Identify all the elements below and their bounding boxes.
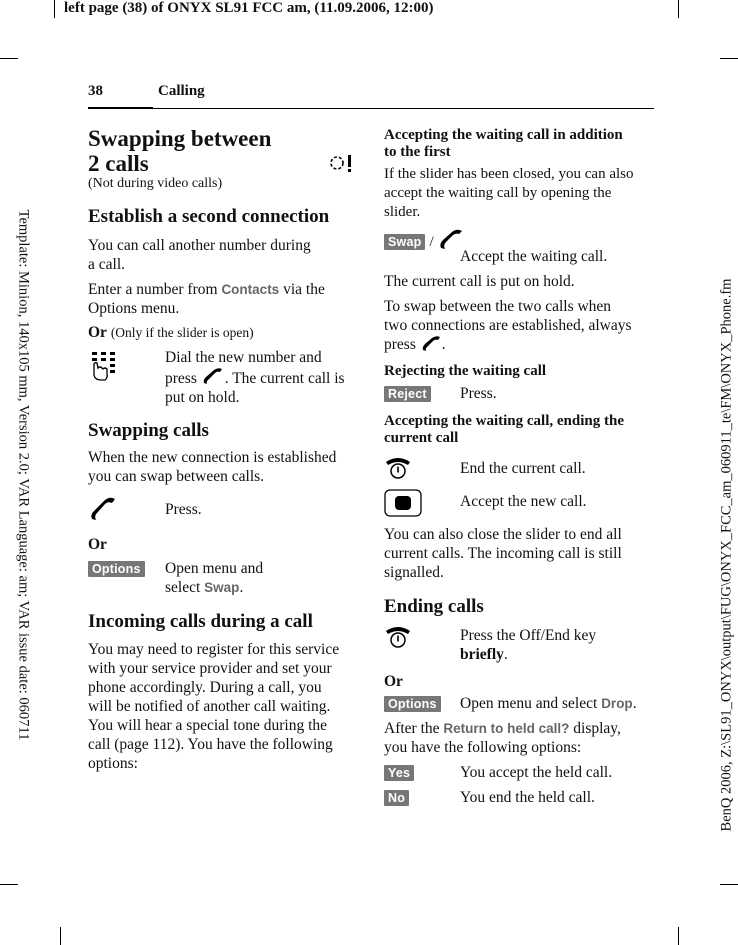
heading-accept-ending: Accepting the waiting call, ending the current call <box>384 413 624 446</box>
paragraph-after-return: After the Return to held call? display, you have the following options: <box>384 720 621 756</box>
menu-drop: Drop <box>601 696 633 711</box>
options-softkey[interactable]: Options <box>384 695 441 713</box>
paragraph-swap-two: To swap between the two calls when two connections are established, always press . <box>384 298 632 353</box>
call-key-icon <box>420 335 442 351</box>
yes-text: You accept the held call. <box>460 764 613 781</box>
yes-softkey[interactable]: Yes <box>384 764 414 782</box>
header-rule-thick <box>88 107 153 109</box>
swap-softkey[interactable]: Swap <box>384 234 425 250</box>
section-title: Calling <box>158 83 205 99</box>
crop-mark <box>720 58 738 59</box>
press-text: Press. <box>165 501 202 518</box>
paragraph-close-slider: You can also close the slider to end all current calls. The incoming call is still signalled. <box>384 526 622 581</box>
heading-second-connection: Establish a second connection <box>88 206 330 227</box>
crop-mark <box>60 927 61 945</box>
crop-mark <box>54 0 55 18</box>
keypad-icon <box>89 351 121 381</box>
page-number: 38 <box>88 83 103 99</box>
paragraph-swap: When the new connection is established you can swap between calls. <box>88 449 337 485</box>
heading-reject: Rejecting the waiting call <box>384 363 547 379</box>
center-key-icon <box>384 489 422 517</box>
crop-mark <box>0 58 18 59</box>
open-menu-swap: Open menu and select Swap. <box>165 560 264 596</box>
paragraph-call-another: You can call another number during a call. <box>88 237 311 273</box>
paragraph-incoming: You may need to register for this service with your service provider and set your phone accordingly. During a call, you will be notified of another call waiting. You will hear a special tone during the call (page 112). You have the following options: <box>88 641 340 772</box>
heading-incoming-calls: Incoming calls during a call <box>88 611 313 632</box>
press-off-text: Press the Off/End key briefly. <box>460 627 597 663</box>
no-text: You end the held call. <box>460 789 595 806</box>
accept-waiting-text: Accept the waiting call. <box>460 248 608 265</box>
reject-softkey[interactable]: Reject <box>384 385 431 403</box>
accept-new-text: Accept the new call. <box>460 493 587 510</box>
right-margin-file-path: BenQ 2006, Z:\SL91_ONYX\output\FUG\ONYX_FCC_am_060911_te\FM\ONYX_Phone.fm <box>718 278 735 832</box>
or-label: Or <box>384 673 403 690</box>
title-note: (Not during video calls) <box>88 176 223 191</box>
function-availability-icon <box>328 152 354 174</box>
paragraph-slider: If the slider has been closed, you can also accept the waiting call by opening the slider. <box>384 166 634 220</box>
menu-swap: Swap <box>204 580 240 595</box>
display-return-to-held-call: Return to held call? <box>443 721 570 736</box>
paragraph-enter-number: Enter a number from Contacts via the Options menu. <box>88 281 325 317</box>
crop-mark <box>720 884 738 885</box>
or-slider-open: Or (Only if the slider is open) <box>88 324 254 341</box>
call-key-icon <box>89 496 117 522</box>
open-menu-drop: Open menu and select Drop. <box>460 695 637 712</box>
crop-mark <box>678 0 679 18</box>
or-label: Or <box>88 536 107 553</box>
end-current-text: End the current call. <box>460 460 586 477</box>
crop-mark <box>678 927 679 945</box>
heading-swapping-calls: Swapping calls <box>88 420 209 441</box>
swap-softkey-row: Swap / <box>384 228 464 251</box>
heading-ending-calls: Ending calls <box>384 596 484 617</box>
reject-press-text: Press. <box>460 385 497 402</box>
header-rule <box>153 108 654 109</box>
no-softkey[interactable]: No <box>384 789 409 807</box>
options-softkey[interactable]: Options <box>88 560 145 578</box>
current-on-hold-text: The current call is put on hold. <box>384 273 575 290</box>
heading-accept-in-addition: Accepting the waiting call in addition to the first <box>384 127 623 160</box>
call-key-icon <box>201 367 225 385</box>
crop-mark <box>0 884 18 885</box>
end-key-icon <box>384 624 412 650</box>
print-meta: left page (38) of ONYX SL91 FCC am, (11.09.2006, 12:00) <box>64 0 434 16</box>
page-title: Swapping between 2 calls <box>88 126 272 176</box>
dial-instruction: Dial the new number and press . The current call is put on hold. <box>165 349 345 406</box>
end-key-icon <box>384 455 412 481</box>
menu-contacts: Contacts <box>221 282 280 297</box>
left-margin-template-note: Template: Minion, 140x105 mm, Version 2.0; VAR Language: am; VAR issue date: 060711 <box>15 209 32 741</box>
